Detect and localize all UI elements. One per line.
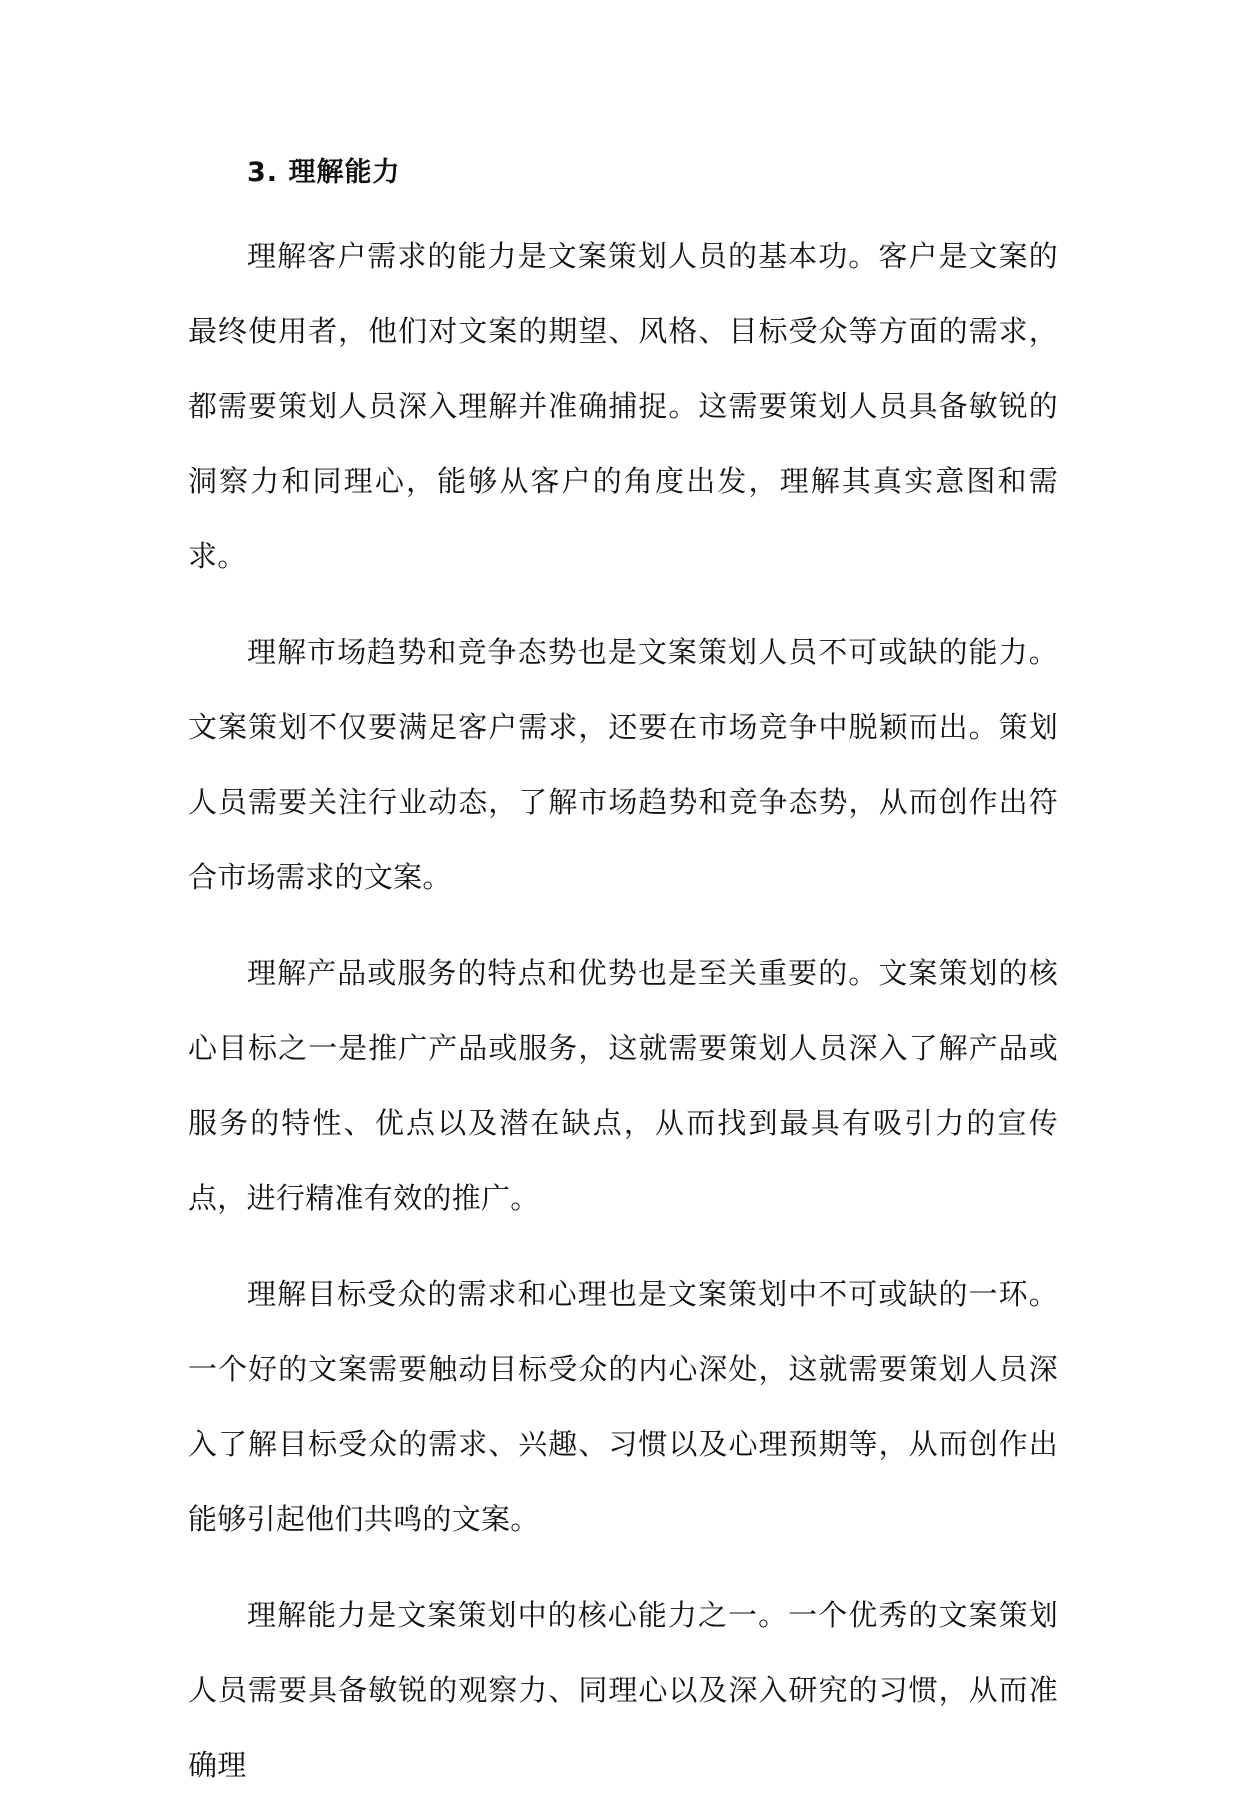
paragraph-market-trends: 理解市场趋势和竞争态势也是文案策划人员不可或缺的能力。文案策划不仅要满足客户需求，还要在市场竞争中脱颖而出。策划人员需要关注行业动态，了解市场趋势和竞争态势，从而创作出符合市场需求的文案。 <box>188 635 1058 894</box>
paragraph-product-features: 理解产品或服务的特点和优势也是至关重要的。文案策划的核心目标之一是推广产品或服务，这就需要策划人员深入了解产品或服务的特性、优点以及潜在缺点，从而找到最具有吸引力的宣传点，进行精准有效的推广。 <box>188 956 1058 1215</box>
section-heading: 3. 理解能力 <box>247 157 401 188</box>
paragraph-client-needs: 理解客户需求的能力是文案策划人员的基本功。客户是文案的最终使用者，他们对文案的期望、风格、目标受众等方面的需求，都需要策划人员深入理解并准确捕捉。这需要策划人员具备敏锐的洞察力和同理心，能够从客户的角度出发，理解其真实意图和需求。 <box>188 239 1058 573</box>
paragraph-target-audience: 理解目标受众的需求和心理也是文案策划中不可或缺的一环。一个好的文案需要触动目标受众的内心深处，这就需要策划人员深入了解目标受众的需求、兴趣、习惯以及心理预期等，从而创作出能够引起他们共鸣的文案。 <box>188 1277 1058 1536</box>
document-body <box>188 148 1058 1803</box>
paragraph-core-ability: 理解能力是文案策划中的核心能力之一。一个优秀的文案策划人员需要具备敏锐的观察力、同理心以及深入研究的习惯，从而准确理 <box>188 1598 1058 1782</box>
